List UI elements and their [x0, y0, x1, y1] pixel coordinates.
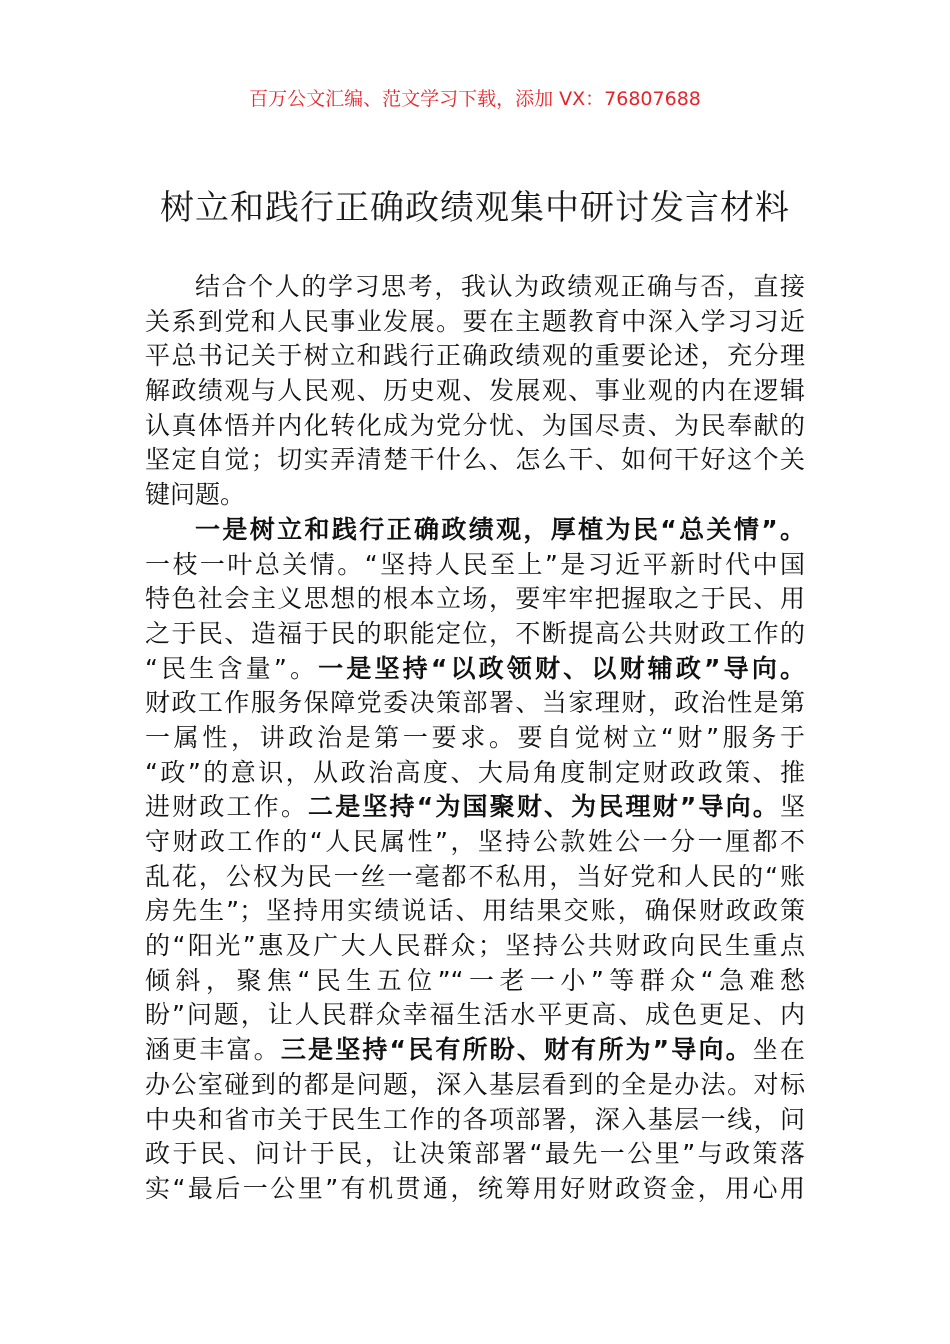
text-line: [145, 582, 805, 617]
body-text: 一枝一叶总关情。“坚持人民至上”是习近平新时代中国: [145, 549, 805, 579]
text-line: [145, 894, 805, 929]
document-body: [145, 270, 805, 1207]
body-text: 的“阳光”惠及广大人民群众；坚持公共财政向民生重点: [145, 931, 805, 961]
body-text: 涵更丰富。: [145, 1035, 281, 1065]
body-text: 倾斜，聚焦“民生五位”“一老一小”等群众“急难愁: [145, 965, 805, 995]
text-line: [145, 721, 805, 756]
text-line: [145, 790, 805, 825]
body-text: 键问题。: [145, 480, 246, 510]
body-text: 之于民、造福于民的职能定位，不断提高公共财政工作的: [145, 618, 805, 648]
text-line: [145, 964, 805, 999]
watermark-header-note: 百万公文汇编、范文学习下载，添加 VX：76807688: [249, 88, 701, 110]
body-text: 坚定自觉；切实弄清楚干什么、怎么干、如何干好这个关: [145, 445, 805, 475]
bold-heading-text: 二是坚持“为国聚财、为民理财”导向。: [308, 792, 780, 822]
text-line: [145, 756, 805, 791]
text-line: [145, 652, 805, 687]
body-text: 守财政工作的“人民属性”，坚持公款姓公一分一厘都不: [145, 827, 805, 856]
text-line: [145, 443, 805, 478]
text-line: [145, 1103, 805, 1138]
text-line: [145, 1172, 805, 1207]
text-line: [145, 1033, 805, 1068]
body-text: 财政工作服务保障党委决策部署、当家理财，政治性是第: [145, 688, 805, 718]
bold-heading-text: 一是树立和践行正确政绩观，厚植为民“总关情”。: [195, 514, 805, 544]
text-line: [145, 1137, 805, 1172]
text-line: [145, 374, 805, 409]
text-line: [145, 339, 805, 374]
text-line: [145, 998, 805, 1033]
body-text: 办公室碰到的都是问题，深入基层看到的全是办法。对标: [145, 1069, 805, 1099]
body-text: “政”的意识，从政治高度、大局角度制定财政政策、推: [145, 757, 805, 787]
bold-heading-text: 三是坚持“民有所盼、财有所为”导向。: [280, 1035, 753, 1065]
body-text: 坐在: [752, 1035, 805, 1065]
bold-heading-text: 一是坚持“以政领财、以财辅政”导向。: [318, 653, 805, 683]
body-text: 平总书记关于树立和践行正确政绩观的重要论述，充分理: [145, 341, 805, 371]
text-line: [145, 1068, 805, 1103]
body-text: 盼”问题，让人民群众幸福生活水平更高、成色更足、内: [145, 1000, 805, 1030]
body-text: 认真体悟并内化转化成为党分忧、为国尽责、为民奉献的: [145, 410, 805, 440]
body-text: 一属性，讲政治是第一要求。要自觉树立“财”服务于: [145, 722, 805, 752]
text-line: [145, 409, 805, 444]
body-text: 特色社会主义思想的根本立场，要牢牢把握取之于民、用: [145, 584, 805, 614]
text-line: [145, 686, 805, 721]
text-line: [145, 860, 805, 895]
text-line: [145, 825, 805, 860]
body-text: 实“最后一公里”有机贯通，统筹用好财政资金，用心用: [145, 1173, 805, 1203]
text-line: [145, 305, 805, 340]
body-text: 进财政工作。: [145, 792, 309, 822]
text-line: [145, 929, 805, 964]
body-text: 中央和省市关于民生工作的各项部署，深入基层一线，问: [145, 1104, 805, 1134]
body-text: 政于民、问计于民，让决策部署“最先一公里”与政策落: [145, 1139, 805, 1169]
body-text: 解政绩观与人民观、历史观、发展观、事业观的内在逻辑: [145, 376, 805, 406]
body-text: 结合个人的学习思考，我认为政绩观正确与否，直接: [195, 272, 805, 301]
body-text: “民生含量”。: [145, 653, 319, 683]
body-text: 关系到党和人民事业发展。要在主题教育中深入学习习近: [145, 306, 805, 336]
body-text: 房先生”；坚持用实绩说话、用结果交账，确保财政政策: [145, 896, 805, 926]
text-line: [145, 513, 805, 548]
text-line: [145, 270, 805, 305]
text-line: [145, 617, 805, 652]
body-text: 坚: [779, 792, 805, 822]
document-title: 树立和践行正确政绩观集中研讨发言材料: [160, 188, 790, 228]
body-text: 乱花，公权为民一丝一毫都不私用，当好党和人民的“账: [145, 861, 805, 891]
text-line: [145, 548, 805, 583]
text-line: [145, 478, 805, 513]
